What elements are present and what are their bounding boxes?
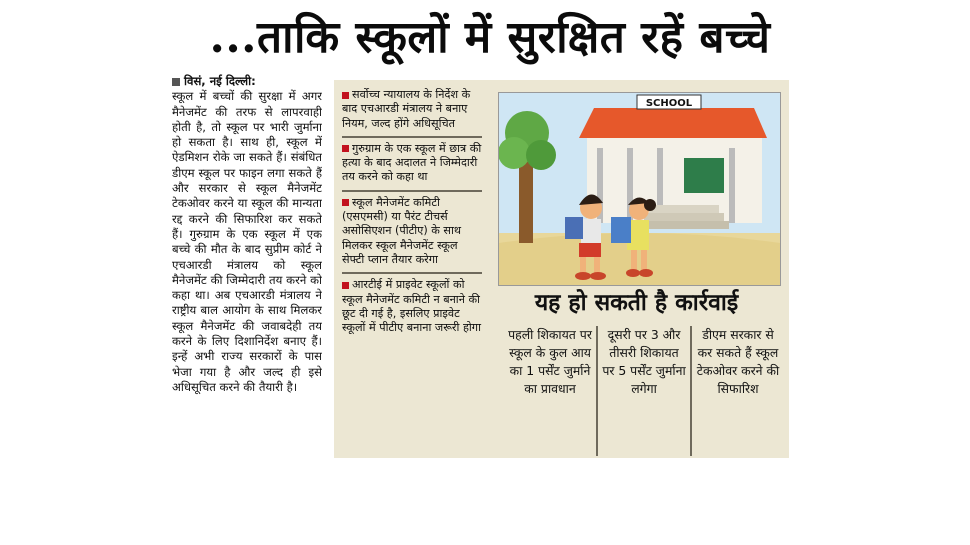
article-column [172,74,322,544]
red-square-bullet-icon [342,145,349,152]
school-illustration [498,92,781,286]
red-square-bullet-icon [342,92,349,99]
headline: ...ताकि स्कूलों में सुरक्षित रहें बच्चे [209,12,771,63]
bullet-item [342,274,482,340]
bullet-item [342,138,482,192]
bullet-text: सर्वोच्च न्यायालय के निर्देश के बाद एचआरडी मंत्रालय ने बनाए नियम, जल्द होंगे अधिसूचित [342,88,471,130]
red-square-bullet-icon [342,199,349,206]
school-sign-text: SCHOOL [645,98,693,109]
bullet-list [342,84,482,340]
school-scene-icon [499,93,780,285]
action-list [504,326,784,456]
dateline [172,74,322,89]
square-bullet-icon [172,78,180,86]
action-item: डीएम सरकार से कर सकते हैं स्कूल टेकओवर करने की सिफारिश [696,327,780,396]
bullet-text: गुरुग्राम के एक स्कूल में छात्र की हत्या के बाद अदालत ने जिम्मेदारी तय करने को कहा था [342,141,482,184]
red-square-bullet-icon [342,282,349,289]
action-item: पहली शिकायत पर स्कूल के कुल आय का 1 पर्सेंट जुर्माने का प्रावधान [504,326,598,456]
info-box [334,80,789,458]
bullet-item [342,84,482,138]
bullet-text: स्कूल मैनेजमेंट कमिटी (एसएमसी) या पैरंट टीचर्स असोसिएशन (पीटीए) के साथ मिलकर स्कूल मैनेजमेंट स्कूल सेफ्टी प्लान तैयार करेगा [342,195,462,266]
bullet-text: आरटीई में प्राइवेट स्कूलों को स्कूल मैनेजमेंट कमिटी न बनाने की छूट दी गई है, इसलिए प्राइवेट स्कूलों में पीटीए बनाना जरूरी होगा [342,278,481,335]
bullet-item [342,192,482,274]
article-body: स्कूल में बच्चों की सुरक्षा में अगर मैनेजमेंट की तरफ से लापरवाही होती है, तो स्कूल पर भारी जुर्माना हो सकता है। साथ ही, स्कूल में ऐडमिशन रोके जा सकते हैं। संबंधित डीएम स्कूल पर फाइन लगा सकते हैं और सरकार से स्कूल मैनेजमेंट टेकओवर करने या स्कूल की मान्यता रद्द करने की सिफारिश कर सकते हैं। गुरुग्राम के एक स्कूल में एक बच्चे की मौत के बाद सुप्रीम कोर्ट ने एचआरडी मंत्रालय को स्कूल मैनेजमेंट की जिम्मेदारी तय करने को कहा था। अब एचआरडी मंत्रालय ने राष्ट्रीय बाल आयोग के साथ मिलकर स्कूल मैनेजमेंट की जवाबदेही तय करने के लिए दिशानिर्देश बनाए हैं। इन्हें अभी राज्य सरकारों के पास भेजा गया है और जल्द ही इसे अधिसूचित करने की तैयारी है। [172,89,322,394]
action-item: दूसरी पर 3 और तीसरी शिकायत पर 5 पर्सेंट जुर्माना लगेगा [598,326,692,456]
dateline-text: विसं, नई दिल्ली: [184,74,256,88]
action-title: यह हो सकती है कार्रवाई [534,289,739,316]
